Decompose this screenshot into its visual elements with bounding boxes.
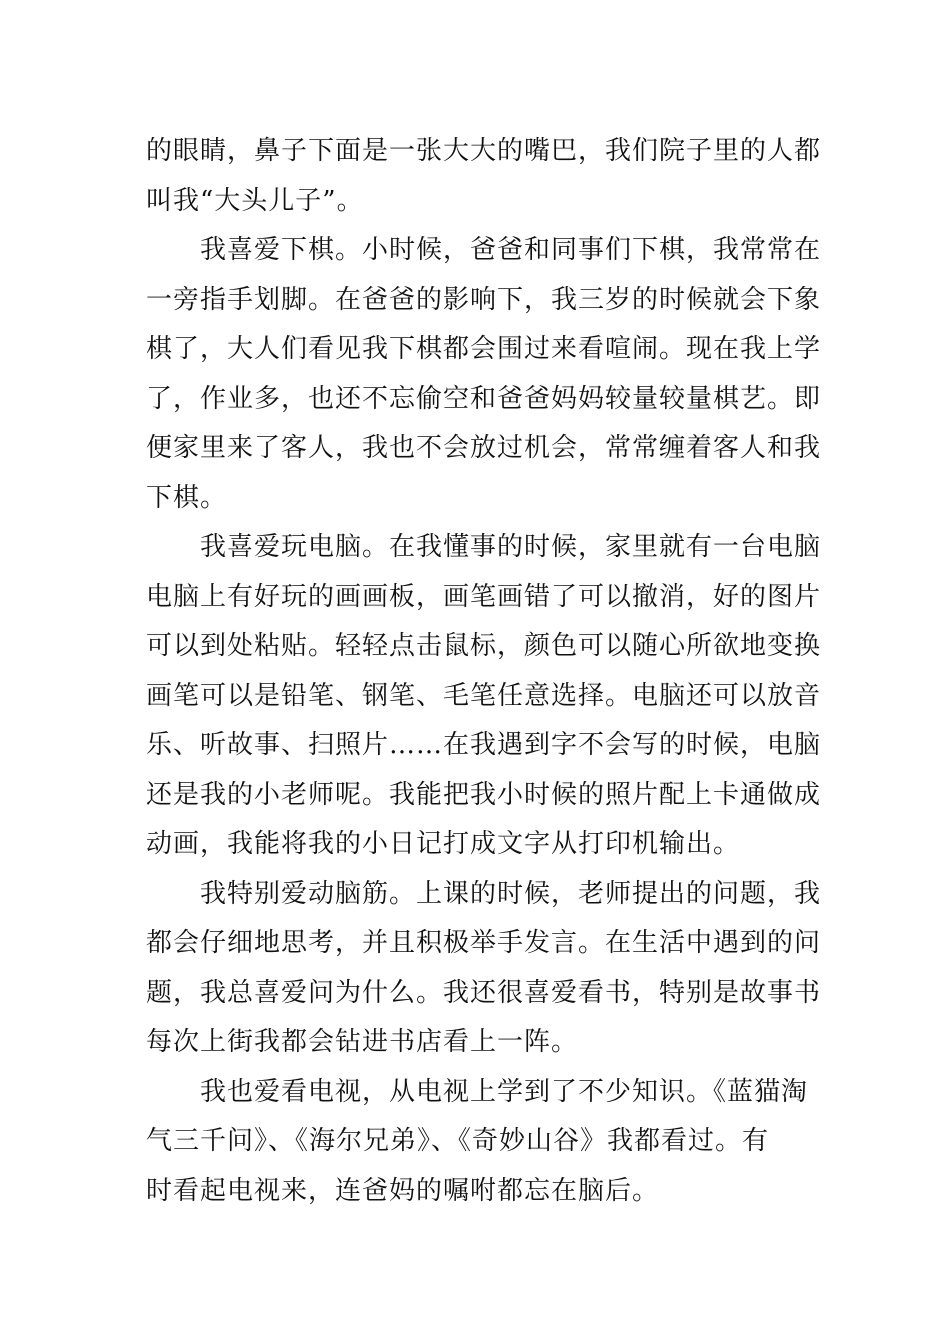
text-line: 乐、听故事、扫照片……在我遇到字不会写的时候，电脑: [146, 730, 822, 760]
text-line: 叫我“大头儿子”。: [146, 185, 364, 216]
essay-text: [146, 127, 822, 1216]
paragraph-first-line: 我喜爱下棋。小时候，爸爸和同事们下棋，我常常在: [200, 235, 822, 265]
paragraph-first-line: 我也爱看电视，从电视上学到了不少知识。《蓝猫淘: [200, 1076, 809, 1107]
text-line: 了，作业多，也还不忘偷空和爸爸妈妈较量较量棋艺。即: [146, 383, 822, 414]
text-line: 可以到处粘贴。轻轻点击鼠标，颜色可以随心所欲地变换: [146, 631, 822, 661]
text-line: 气三千问》、《海尔兄弟》、《奇妙山谷》我都看过。有: [146, 1126, 770, 1156]
text-line: 还是我的小老师呢。我能把我小时候的照片配上卡通做成: [146, 779, 822, 810]
text-line: 电脑上有好玩的画画板，画笔画错了可以撤消，好的图片: [146, 581, 822, 612]
text-line: 都会仔细地思考，并且积极举手发言。在生活中遇到的问: [146, 928, 822, 958]
text-line: 便家里来了客人，我也不会放过机会，常常缠着客人和我: [146, 433, 822, 463]
text-line: 动画，我能将我的小日记打成文字从打印机输出。: [146, 829, 741, 859]
text-line: 画笔可以是铅笔、钢笔、毛笔任意选择。电脑还可以放音: [146, 680, 822, 711]
paragraph-first-line: 我特别爱动脑筋。上课的时候，老师提出的问题，我: [200, 878, 822, 909]
text-line: 题，我总喜爱问为什么。我还很喜爱看书，特别是故事书: [146, 977, 822, 1008]
text-line: 棋了，大人们看见我下棋都会围过来看喧闹。现在我上学: [146, 334, 822, 364]
text-line: 的眼睛，鼻子下面是一张大大的嘴巴，我们院子里的人都: [146, 136, 822, 166]
text-line: 每次上街我都会钻进书店看上一阵。: [146, 1027, 579, 1057]
text-line: 一旁指手划脚。在爸爸的影响下，我三岁的时候就会下象: [146, 284, 822, 315]
text-line: 下棋。: [146, 482, 228, 513]
paragraph-first-line: 我喜爱玩电脑。在我懂事的时候，家里就有一台电脑: [200, 532, 822, 562]
text-line: 时看起电视来，连爸妈的嘱咐都忘在脑后。: [146, 1175, 660, 1206]
